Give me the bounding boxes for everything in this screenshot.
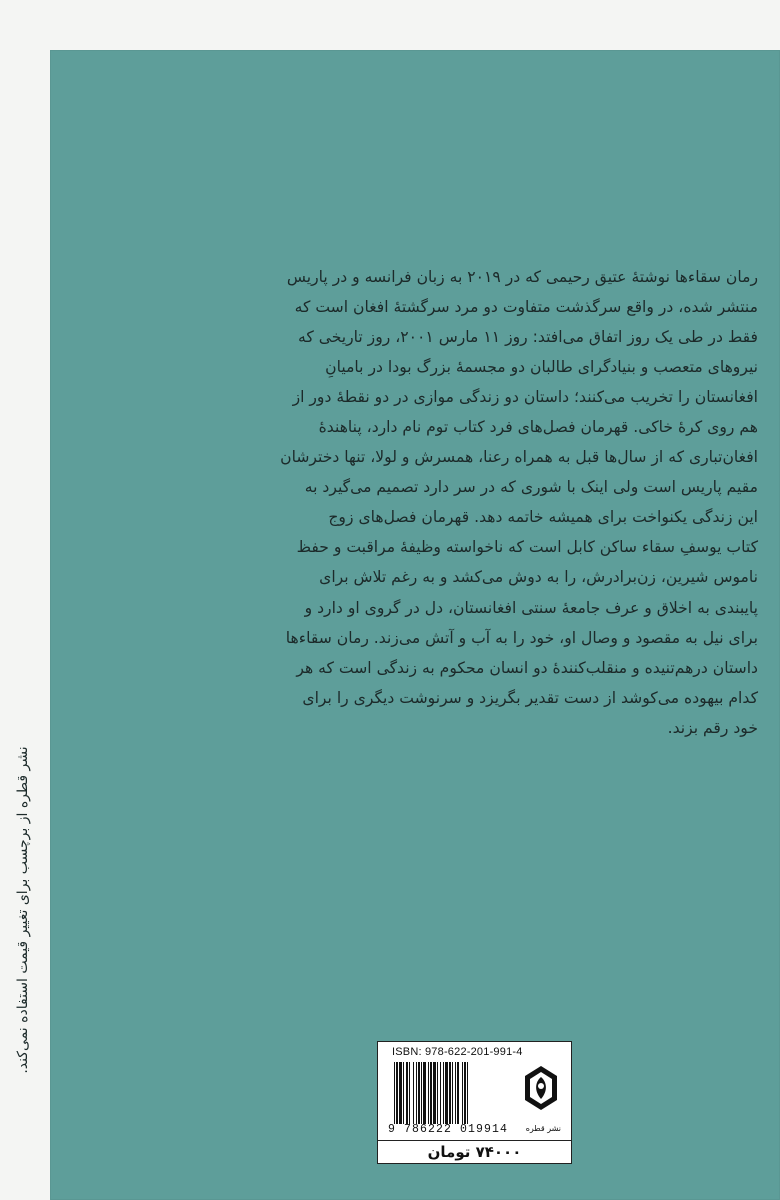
- blurb-line: این زندگی یکنواخت برای همیشه خاتمه دهد. قهرمان فصل‌های زوج: [328, 508, 758, 527]
- blurb-line: پایبندی به اخلاق و عرف جامعهٔ سنتی افغانستان، دل در گروی او دارد و: [304, 598, 758, 617]
- blurb-line: افغانستان را تخریب می‌کنند؛ داستان دو زندگی موازی در دو نقطهٔ دور از: [292, 388, 758, 407]
- blurb-line: داستان درهم‌تنیده و منقلب‌کنندهٔ دو انسان محکوم به زندگی است که هر: [296, 658, 758, 677]
- back-cover-panel: [50, 50, 780, 1200]
- blurb-line: فقط در طی یک روز اتفاق می‌افتد: روز ۱۱ مارس ۲۰۰۱، روز تاریخی که: [297, 328, 758, 347]
- blurb-line: رمان سقاءها نوشتهٔ عتیق رحیمی که در ۲۰۱۹ به زبان فرانسه و در پاریس: [286, 268, 758, 286]
- isbn-text: ISBN: 978-622-201-991-4: [392, 1046, 523, 1058]
- blurb-text: [206, 262, 758, 743]
- barcode-digits: 9 786222 019914: [388, 1123, 509, 1136]
- barcode: [392, 1062, 518, 1124]
- blurb-line: کدام بیهوده می‌کوشد از دست تقدیر بگریزد و سرنوشت دیگری را برای: [302, 688, 758, 707]
- blurb-line: منتشر شده، در واقع سرگذشت متفاوت دو مرد سرگشتهٔ افغان است که: [294, 298, 758, 317]
- blurb-line: ناموس شیرین، زن‌برادرش، را به دوش می‌کشد و به رغم تلاش برای: [319, 568, 758, 587]
- publisher-logo-caption: نشر قطره: [525, 1124, 561, 1133]
- blurb-line: نیروهای متعصب و بنیادگرای طالبان دو مجسمهٔ بزرگ بودا در بامیانِ: [325, 358, 758, 377]
- publisher-logo-icon: [519, 1064, 563, 1128]
- blurb-line: هم روی کرهٔ خاکی. قهرمان فصل‌های فرد کتاب توم نام دارد، پناهندهٔ: [318, 418, 758, 437]
- price-label-note: نشر قطره از برچسب برای تغییر قیمت استفاده نمی‌کند.: [15, 746, 31, 1074]
- blurb-line: افغان‌تباری که از سال‌ها قبل به همراه رعنا، همسرش و لولا، تنها دخترشان: [280, 448, 758, 467]
- isbn-price-label: [377, 1041, 572, 1164]
- blurb-line: مقیم پاریس است ولی اینک با شوری که در سر دارد تصمیم می‌گیرد به: [304, 478, 758, 497]
- blurb-line: کتاب یوسفِ سقاء ساکن کابل است که ناخواسته وظیفهٔ مراقبت و حفظ: [296, 538, 758, 557]
- price: ۷۴۰۰۰ تومان: [378, 1140, 571, 1165]
- blurb-line: خود رقم بزند.: [667, 718, 758, 737]
- blurb-line: برای نیل به مقصود و وصال او، خود را به آب و آتش می‌زند. رمان سقاءها: [285, 628, 758, 647]
